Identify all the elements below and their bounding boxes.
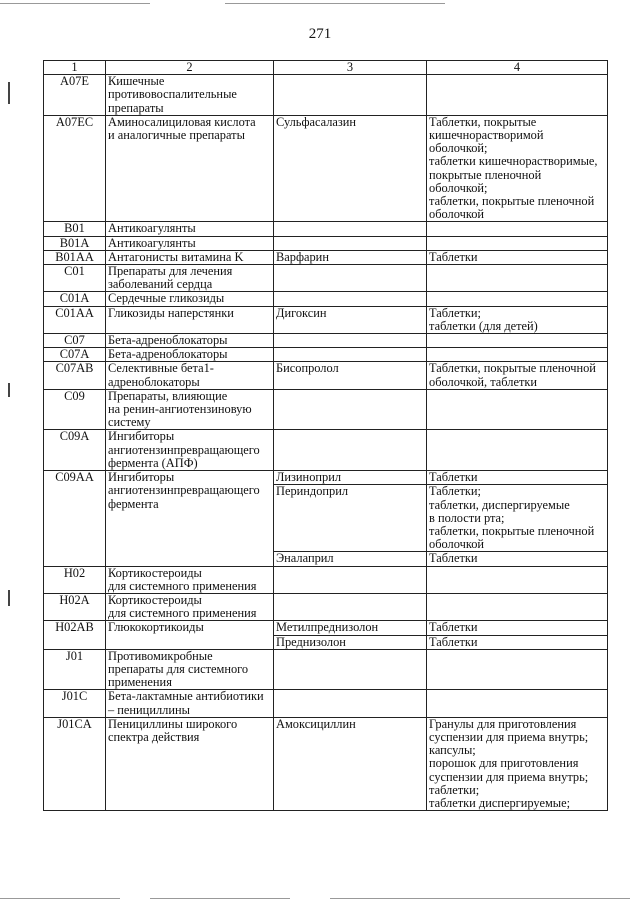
atc-code-cell: C07AB (44, 362, 106, 389)
drug-name-cell (274, 222, 427, 236)
table-row (44, 430, 608, 471)
table-row (44, 250, 608, 264)
table-row (44, 222, 608, 236)
table-row (44, 265, 608, 292)
dosage-form-cell (427, 334, 608, 348)
dosage-form-cell (427, 430, 608, 471)
group-name-cell: Антикоагулянты (106, 222, 274, 236)
atc-code-cell: C09AA (44, 471, 106, 566)
group-name-cell: Препараты для лечения заболеваний сердца (106, 265, 274, 292)
atc-code-cell: C07A (44, 348, 106, 362)
dosage-form-cell: Таблетки; таблетки, диспергируемые в полости рта; таблетки, покрытые пленочной оболочкой (427, 485, 608, 552)
drug-name-cell: Сульфасалазин (274, 115, 427, 222)
scan-edge-line (0, 3, 150, 4)
atc-code-cell: J01CA (44, 717, 106, 810)
group-name-cell: Глюкокортикоиды (106, 621, 274, 649)
scan-edge-line (150, 898, 290, 899)
table-row (44, 471, 608, 485)
group-name-cell: Ингибиторы ангиотензинпревращающего фермента (АПФ) (106, 430, 274, 471)
drug-name-cell: Метилпреднизолон (274, 621, 427, 635)
dosage-form-cell (427, 222, 608, 236)
dosage-form-cell (427, 265, 608, 292)
drug-name-cell: Лизиноприл (274, 471, 427, 485)
drug-name-cell: Периндоприл (274, 485, 427, 552)
dosage-form-cell (427, 236, 608, 250)
drug-name-cell (274, 348, 427, 362)
atc-code-cell: B01AA (44, 250, 106, 264)
group-name-cell: Аминосалициловая кислота и аналогичные препараты (106, 115, 274, 222)
atc-code-cell: H02 (44, 566, 106, 593)
atc-code-cell: C09A (44, 430, 106, 471)
atc-code-cell: H02AB (44, 621, 106, 649)
group-name-cell: Ингибиторы ангиотензинпревращающего фермента (106, 471, 274, 566)
table-row (44, 566, 608, 593)
table-row (44, 115, 608, 222)
group-name-cell: Бета-лактамные антибиотики – пенициллины (106, 690, 274, 717)
drug-name-cell: Амоксициллин (274, 717, 427, 810)
drug-name-cell (274, 265, 427, 292)
dosage-form-cell: Таблетки (427, 635, 608, 649)
table-row (44, 292, 608, 306)
atc-code-cell: C01AA (44, 306, 106, 333)
group-name-cell: Кишечные противовоспалительные препараты (106, 75, 274, 116)
drug-name-cell: Дигоксин (274, 306, 427, 333)
dosage-form-cell: Таблетки, покрытые пленочной оболочкой, таблетки (427, 362, 608, 389)
drug-name-cell (274, 75, 427, 116)
table-row (44, 717, 608, 810)
page-number: 271 (308, 26, 332, 42)
drug-name-cell (274, 649, 427, 690)
table-row (44, 75, 608, 116)
scan-edge-line (0, 898, 120, 899)
atc-code-cell: B01 (44, 222, 106, 236)
table-row (44, 348, 608, 362)
dosage-form-cell: Гранулы для приготовления суспензии для приема внутрь; капсулы; порошок для приготовления суспензии для приема внутрь; таблетки; таблетки диспергируемые; (427, 717, 608, 810)
group-name-cell: Противомикробные препараты для системного применения (106, 649, 274, 690)
dosage-form-cell (427, 566, 608, 593)
table-row (44, 389, 608, 430)
drug-name-cell (274, 292, 427, 306)
atc-code-cell: C09 (44, 389, 106, 430)
group-name-cell: Антикоагулянты (106, 236, 274, 250)
atc-code-cell: A07E (44, 75, 106, 116)
column-header: 3 (274, 61, 427, 75)
drug-name-cell: Преднизолон (274, 635, 427, 649)
dosage-form-cell: Таблетки; таблетки (для детей) (427, 306, 608, 333)
group-name-cell: Кортикостероиды для системного применения (106, 593, 274, 620)
table-row (44, 236, 608, 250)
scan-edge-mark (8, 383, 10, 397)
dosage-form-cell (427, 292, 608, 306)
drug-name-cell (274, 389, 427, 430)
scan-edge-line (330, 898, 630, 899)
table-row (44, 649, 608, 690)
group-name-cell: Гликозиды наперстянки (106, 306, 274, 333)
dosage-form-cell: Таблетки (427, 621, 608, 635)
dosage-form-cell: Таблетки (427, 552, 608, 566)
group-name-cell: Бета-адреноблокаторы (106, 348, 274, 362)
table-row (44, 690, 608, 717)
drug-name-cell: Варфарин (274, 250, 427, 264)
atc-code-cell: J01 (44, 649, 106, 690)
drug-name-cell (274, 430, 427, 471)
dosage-form-cell (427, 75, 608, 116)
scan-edge-mark (8, 82, 10, 104)
drug-name-cell (274, 593, 427, 620)
group-name-cell: Препараты, влияющие на ренин-ангиотензиновую систему (106, 389, 274, 430)
drug-name-cell: Бисопролол (274, 362, 427, 389)
atc-code-cell: C01 (44, 265, 106, 292)
column-header: 1 (44, 61, 106, 75)
atc-code-cell: B01A (44, 236, 106, 250)
group-name-cell: Пенициллины широкого спектра действия (106, 717, 274, 810)
atc-code-cell: C01A (44, 292, 106, 306)
group-name-cell: Селективные бета1- адреноблокаторы (106, 362, 274, 389)
dosage-form-cell (427, 593, 608, 620)
table-row (44, 306, 608, 333)
table-row (44, 362, 608, 389)
dosage-form-cell (427, 348, 608, 362)
dosage-form-cell: Таблетки (427, 250, 608, 264)
drug-name-cell: Эналаприл (274, 552, 427, 566)
dosage-form-cell: Таблетки (427, 471, 608, 485)
table-row (44, 593, 608, 620)
group-name-cell: Кортикостероиды для системного применения (106, 566, 274, 593)
atc-code-cell: J01C (44, 690, 106, 717)
scan-edge-line (225, 3, 445, 4)
table-row (44, 621, 608, 635)
group-name-cell: Сердечные гликозиды (106, 292, 274, 306)
column-header: 4 (427, 61, 608, 75)
table-header-row (44, 61, 608, 75)
drug-name-cell (274, 236, 427, 250)
atc-code-cell: A07EC (44, 115, 106, 222)
atc-code-cell: H02A (44, 593, 106, 620)
drug-name-cell (274, 566, 427, 593)
dosage-form-cell (427, 389, 608, 430)
dosage-form-cell (427, 690, 608, 717)
group-name-cell: Бета-адреноблокаторы (106, 334, 274, 348)
atc-code-cell: C07 (44, 334, 106, 348)
drug-name-cell (274, 690, 427, 717)
dosage-form-cell: Таблетки, покрытые кишечнорастворимой оболочкой; таблетки кишечнорастворимые, покрытые пленочной оболочкой; таблетки, покрытые пленочной оболочкой (427, 115, 608, 222)
table-row (44, 334, 608, 348)
group-name-cell: Антагонисты витамина K (106, 250, 274, 264)
column-header: 2 (106, 61, 274, 75)
dosage-form-cell (427, 649, 608, 690)
scan-edge-mark (8, 590, 10, 606)
drug-name-cell (274, 334, 427, 348)
drug-table (43, 60, 608, 811)
